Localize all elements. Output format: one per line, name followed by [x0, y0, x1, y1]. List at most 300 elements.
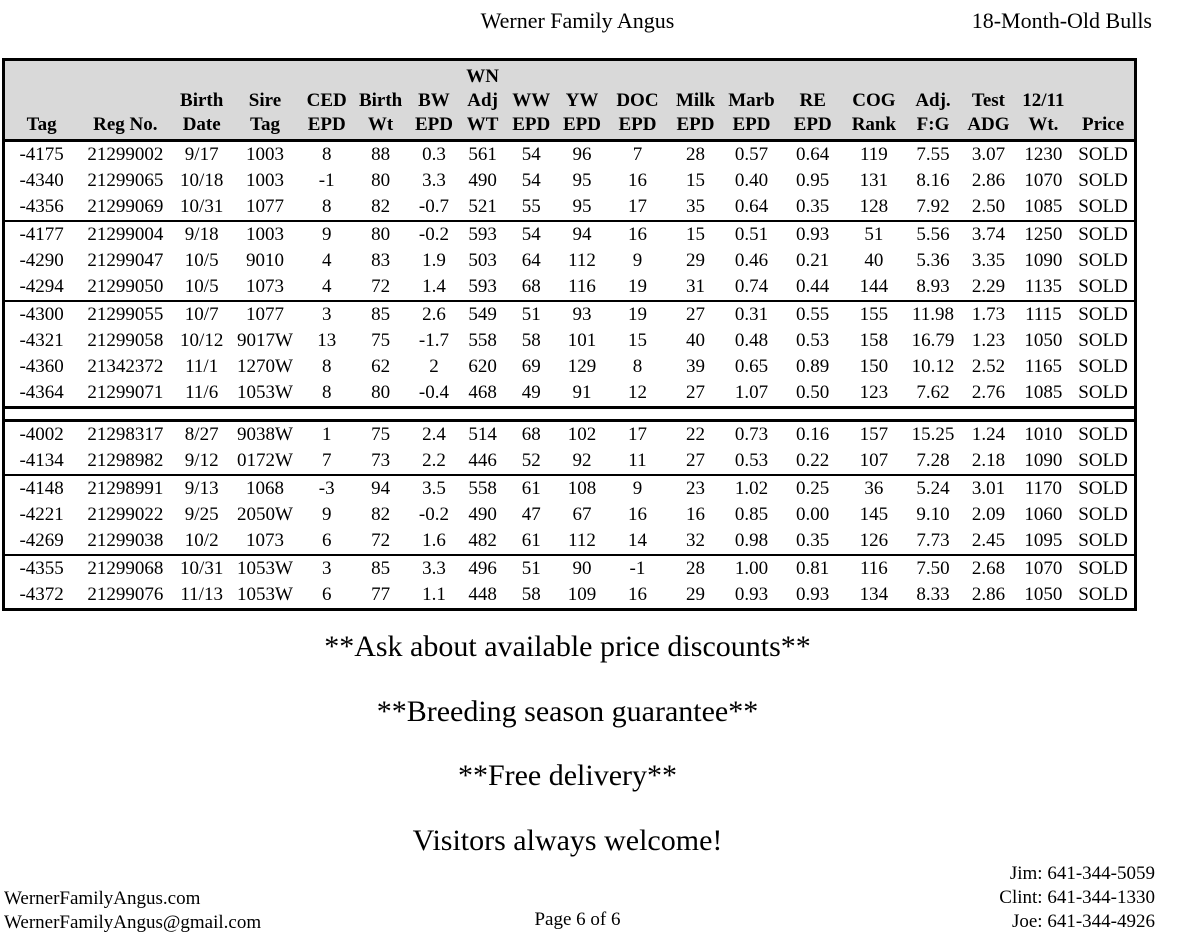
- table-cell: 1.02: [722, 475, 782, 502]
- table-cell: -0.2: [418, 504, 449, 525]
- table-cell: 2: [429, 356, 439, 377]
- note-breeding-guarantee: **Breeding season guarantee**: [376, 694, 759, 728]
- table-cell: 2.68: [962, 555, 1014, 582]
- table-cell: -4321: [19, 330, 64, 351]
- table-cell: 21299068: [78, 555, 172, 582]
- column-header: [669, 61, 721, 141]
- page-header-subtitle: 18-Month-Old Bulls: [971, 8, 1152, 33]
- column-header-line: Sire: [248, 90, 282, 111]
- table-cell: 67: [572, 504, 592, 525]
- column-header-line: [231, 65, 299, 89]
- table-cell: 1.73: [962, 301, 1014, 328]
- table-cell: -4290: [19, 250, 64, 271]
- table-cell: 2050W: [237, 504, 293, 525]
- contact-clint: Clint: 641-344-1330: [999, 887, 1155, 908]
- table-cell: 2.45: [971, 530, 1006, 551]
- table-row: [5, 448, 1134, 475]
- table-row: [5, 475, 1134, 502]
- column-header-line: [1072, 65, 1134, 89]
- table-cell: 448: [468, 584, 497, 605]
- table-cell: 54: [504, 221, 558, 248]
- table-row: [5, 248, 1134, 274]
- table-cell: -4002: [19, 424, 64, 445]
- table-cell: 0.48: [734, 330, 769, 351]
- table-cell: 8.16: [916, 170, 950, 191]
- table-cell: 3.3: [422, 170, 446, 191]
- table-cell: SOLD: [1078, 330, 1128, 351]
- column-header: [781, 61, 844, 141]
- table-cell: 11.98: [904, 301, 963, 328]
- column-header-line: EPD: [676, 114, 715, 135]
- table-row: [5, 582, 1134, 608]
- table-cell: 1.1: [422, 584, 446, 605]
- table-cell: 0.21: [796, 250, 830, 271]
- table-cell: 82: [371, 504, 391, 525]
- column-header-line: [5, 65, 78, 89]
- table-cell: 0.3: [422, 144, 446, 165]
- column-header-line: Birth: [358, 90, 403, 111]
- table-cell: 80: [371, 170, 391, 191]
- column-header-line: [962, 65, 1014, 89]
- table-cell: 1095: [1024, 530, 1063, 551]
- table-cell: 1270W: [237, 356, 293, 377]
- table-cell: 88: [371, 144, 391, 165]
- table-cell: 96: [572, 144, 592, 165]
- table-cell: 109: [567, 584, 597, 605]
- table-cell: 21299022: [87, 504, 164, 525]
- table-cell: 6: [321, 584, 332, 605]
- table-cell: 102: [567, 424, 597, 445]
- table-cell: 92: [572, 450, 592, 471]
- table-cell: 1170: [1015, 475, 1073, 502]
- table-cell: 0.53: [734, 450, 769, 471]
- column-header-line: [354, 65, 406, 89]
- table-cell: 0.53: [796, 330, 830, 351]
- column-header-line: YW: [565, 90, 599, 111]
- table-cell: 0.64: [796, 144, 830, 165]
- column-header-line: [722, 65, 782, 89]
- table-cell: -4300: [5, 301, 78, 328]
- column-header-line: EPD: [793, 114, 832, 135]
- table-cell: 134: [859, 584, 889, 605]
- table-cell: 0.35: [796, 196, 830, 217]
- column-header-line: Tag: [250, 114, 280, 135]
- table-cell: 77: [371, 584, 391, 605]
- column-header-line: F:G: [916, 114, 950, 135]
- table-cell: SOLD: [1078, 276, 1128, 297]
- table-cell: 521: [468, 196, 497, 217]
- table-cell: 11/1: [185, 356, 219, 377]
- note-free-delivery: **Free delivery**: [457, 759, 678, 792]
- table-cell: 73: [371, 450, 391, 471]
- table-cell: 21299055: [78, 301, 172, 328]
- table-header: [5, 61, 1134, 141]
- table-cell: 49: [521, 382, 541, 403]
- table-cell: 0.81: [781, 555, 844, 582]
- table-cell: 10/2: [184, 530, 219, 551]
- table-cell: 3.5: [407, 475, 461, 502]
- table-cell: 496: [461, 555, 504, 582]
- table-cell: 11/6: [185, 382, 219, 403]
- contact-list: [999, 862, 1155, 934]
- table-cell: 2.6: [407, 301, 461, 328]
- column-header: [904, 61, 963, 141]
- table-cell: 68: [521, 276, 541, 297]
- table-cell: -4294: [19, 276, 64, 297]
- column-header-line: Birth: [180, 90, 224, 111]
- table-cell: 10/18: [180, 170, 224, 191]
- table-cell: 112: [568, 250, 596, 271]
- column-header-line: EPD: [307, 114, 346, 135]
- table-cell: 54: [521, 170, 541, 191]
- table-cell: 17: [627, 424, 647, 445]
- table-cell: 94: [558, 221, 605, 248]
- table-cell: 9/18: [172, 221, 231, 248]
- table-cell: 51: [504, 301, 558, 328]
- table-cell: 0.50: [796, 382, 830, 403]
- table-cell: 9/17: [184, 144, 219, 165]
- table-cell: 10/12: [180, 330, 224, 351]
- table-cell: 1165: [1024, 356, 1063, 377]
- table-cell: 126: [859, 530, 889, 551]
- column-header-line: [172, 65, 231, 89]
- table-cell: 1003: [231, 221, 299, 248]
- table-cell: 0.57: [734, 144, 769, 165]
- table-cell: 21299004: [78, 221, 172, 248]
- table-cell: 1085: [1024, 382, 1063, 403]
- table-cell: 16: [686, 504, 705, 525]
- page-number: Page 6 of 6: [534, 909, 621, 930]
- table-cell: 1.6: [422, 530, 446, 551]
- table-cell: 144: [859, 276, 889, 297]
- table-cell: 11: [628, 450, 647, 471]
- table-cell: 8: [321, 196, 332, 217]
- table-cell: 116: [844, 555, 904, 582]
- table-cell: 9017W: [237, 330, 293, 351]
- table-cell: 61: [521, 530, 541, 551]
- table-cell: 15: [686, 170, 705, 191]
- table-cell: 620: [468, 356, 497, 377]
- table-cell: -4175: [19, 144, 64, 165]
- column-header-line: DOC: [616, 90, 659, 111]
- table-cell: 29: [686, 250, 705, 271]
- column-header-line: [781, 65, 844, 89]
- table-cell: 21299076: [87, 584, 164, 605]
- column-header-line: [78, 65, 172, 89]
- column-header-line: EPD: [618, 114, 657, 135]
- table-cell: 40: [686, 330, 705, 351]
- table-cell: 15: [669, 221, 721, 248]
- table-cell: 155: [844, 301, 904, 328]
- bulls-table: [5, 61, 1134, 608]
- table-row: [5, 141, 1134, 169]
- table-cell: 0.51: [722, 221, 782, 248]
- table-cell: 2.4: [422, 424, 446, 445]
- column-header-line: [504, 65, 558, 89]
- column-header: [1015, 61, 1073, 141]
- table-cell: SOLD: [1078, 450, 1128, 471]
- table-cell: 128: [859, 196, 889, 217]
- table-cell: 31: [686, 276, 705, 297]
- table-cell: 1060: [1024, 504, 1063, 525]
- table-cell: -4177: [5, 221, 78, 248]
- table-cell: 13: [317, 330, 337, 351]
- table-cell: 116: [568, 276, 596, 297]
- email-link[interactable]: WernerFamilyAngus@gmail.com: [4, 912, 262, 933]
- table-cell: 68: [521, 424, 541, 445]
- bulls-table-container: [2, 58, 1137, 611]
- table-cell: 3.74: [962, 221, 1014, 248]
- table-cell: 83: [371, 250, 391, 271]
- website-link[interactable]: WernerFamilyAngus.com: [4, 888, 201, 909]
- column-header: [461, 61, 504, 141]
- table-cell: SOLD: [1078, 584, 1128, 605]
- column-header-line: COG: [852, 90, 896, 111]
- table-cell: -4364: [19, 382, 64, 403]
- table-cell: 9/12: [184, 450, 219, 471]
- table-cell: 85: [354, 555, 406, 582]
- table-row: [5, 421, 1134, 449]
- table-cell: 7.28: [916, 450, 950, 471]
- table-cell: 1068: [231, 475, 299, 502]
- column-header-line: Date: [182, 114, 221, 135]
- table-cell: 8: [632, 356, 643, 377]
- table-cell: 1070: [1015, 555, 1073, 582]
- table-cell: -4355: [5, 555, 78, 582]
- table-cell: 7: [632, 144, 643, 165]
- column-header: [78, 61, 172, 141]
- table-cell: 145: [859, 504, 889, 525]
- table-cell: 17: [627, 196, 647, 217]
- column-header: [606, 61, 670, 141]
- table-cell: 108: [558, 475, 605, 502]
- table-cell: 16: [606, 221, 670, 248]
- table-cell: 29: [686, 584, 705, 605]
- table-cell: SOLD: [1072, 475, 1134, 502]
- table-cell: 2.50: [971, 196, 1006, 217]
- table-cell: 1: [321, 424, 332, 445]
- column-header: [1072, 61, 1134, 141]
- table-cell: 21299038: [87, 530, 164, 551]
- column-header-line: Milk: [675, 90, 716, 111]
- table-cell: 0.93: [734, 584, 769, 605]
- table-cell: 80: [371, 382, 391, 403]
- contact-joe: Joe: 641-344-4926: [1011, 911, 1155, 932]
- table-cell: 64: [521, 250, 541, 271]
- table-cell: -1.7: [418, 330, 449, 351]
- column-header-line: [558, 65, 605, 89]
- table-cell: -4356: [19, 196, 64, 217]
- table-cell: 150: [859, 356, 889, 377]
- table-cell: 21299069: [87, 196, 164, 217]
- table-cell: -4134: [19, 450, 64, 471]
- table-cell: 3: [299, 301, 354, 328]
- table-cell: 0.31: [722, 301, 782, 328]
- table-cell: 72: [371, 276, 391, 297]
- table-cell: 158: [859, 330, 889, 351]
- table-cell: 2.29: [971, 276, 1006, 297]
- header-row: [5, 61, 1134, 141]
- table-cell: 9: [299, 221, 354, 248]
- table-cell: 2.86: [971, 584, 1006, 605]
- table-cell: SOLD: [1072, 221, 1134, 248]
- column-header: [504, 61, 558, 141]
- table-cell: 0.74: [734, 276, 769, 297]
- column-header-line: Reg No.: [93, 114, 158, 135]
- column-header-line: [78, 89, 172, 113]
- table-cell: -4269: [19, 530, 64, 551]
- table-cell: 4: [321, 276, 332, 297]
- table-cell: 7.73: [916, 530, 950, 551]
- table-cell: 72: [371, 530, 391, 551]
- table-cell: SOLD: [1078, 356, 1128, 377]
- table-cell: 1250: [1015, 221, 1073, 248]
- table-row: [5, 555, 1134, 582]
- table-cell: 8/27: [184, 424, 219, 445]
- table-cell: 0.16: [796, 424, 830, 445]
- table-cell: 0.93: [796, 584, 830, 605]
- column-header: [844, 61, 904, 141]
- table-cell: 1077: [245, 196, 284, 217]
- section-divider: [5, 408, 1134, 421]
- table-row: [5, 168, 1134, 194]
- column-header-line: EPD: [512, 114, 551, 135]
- table-cell: 9: [321, 504, 332, 525]
- table-cell: 22: [686, 424, 705, 445]
- table-cell: -3: [299, 475, 354, 502]
- column-header: [172, 61, 231, 141]
- table-cell: 5.56: [904, 221, 963, 248]
- column-header-line: Price: [1081, 114, 1125, 135]
- table-cell: 69: [521, 356, 541, 377]
- table-cell: 7: [321, 450, 332, 471]
- column-header-line: [1072, 89, 1134, 113]
- table-cell: 2.2: [422, 450, 446, 471]
- table-cell: 16: [627, 170, 647, 191]
- table-body: [5, 141, 1134, 609]
- table-cell: 468: [468, 382, 497, 403]
- table-cell: 123: [859, 382, 889, 403]
- table-cell: 549: [461, 301, 504, 328]
- table-cell: 1.24: [971, 424, 1006, 445]
- notes-block: [0, 622, 1135, 880]
- table-cell: 54: [521, 144, 541, 165]
- column-header-line: Wt.: [1028, 114, 1059, 135]
- table-cell: 131: [859, 170, 889, 191]
- table-cell: 1.4: [422, 276, 446, 297]
- table-cell: SOLD: [1078, 144, 1128, 165]
- column-header: [5, 61, 78, 141]
- table-cell: 2.09: [971, 504, 1006, 525]
- table-cell: 0.89: [796, 356, 830, 377]
- table-cell: 27: [686, 450, 705, 471]
- table-cell: 7.62: [916, 382, 950, 403]
- column-header: [558, 61, 605, 141]
- table-cell: 7.92: [916, 196, 950, 217]
- table-cell: 21299050: [87, 276, 164, 297]
- column-header-line: ADG: [967, 114, 1010, 135]
- table-cell: 90: [558, 555, 605, 582]
- table-cell: SOLD: [1072, 301, 1134, 328]
- table-cell: 62: [371, 356, 391, 377]
- column-header-line: Rank: [851, 114, 897, 135]
- table-cell: 16.79: [911, 330, 955, 351]
- table-cell: -0.4: [418, 382, 449, 403]
- column-header-line: RE: [799, 90, 826, 111]
- table-cell: 157: [859, 424, 889, 445]
- table-cell: 1135: [1024, 276, 1063, 297]
- table-cell: 0.73: [734, 424, 769, 445]
- table-cell: 80: [354, 221, 406, 248]
- table-cell: 28: [686, 144, 705, 165]
- table-row: [5, 528, 1134, 555]
- table-cell: 8: [321, 144, 332, 165]
- table-cell: 490: [468, 170, 497, 191]
- column-header: [354, 61, 406, 141]
- table-cell: 1.07: [734, 382, 769, 403]
- page-header-title: Werner Family Angus: [480, 8, 675, 33]
- table-row: [5, 354, 1134, 380]
- table-cell: 1070: [1024, 170, 1063, 191]
- table-cell: SOLD: [1072, 555, 1134, 582]
- column-header-line: [904, 65, 963, 89]
- table-cell: -4221: [19, 504, 64, 525]
- table-cell: 39: [686, 356, 705, 377]
- table-cell: 2.76: [971, 382, 1006, 403]
- table-cell: 558: [468, 330, 497, 351]
- table-cell: 9010: [245, 250, 284, 271]
- column-header-line: [844, 65, 904, 89]
- column-header-line: Wt: [367, 114, 394, 135]
- table-cell: 21299065: [87, 170, 164, 191]
- table-cell: 40: [864, 250, 884, 271]
- table-cell: 36: [844, 475, 904, 502]
- table-row: [5, 221, 1134, 248]
- table-cell: 27: [669, 301, 721, 328]
- table-cell: 514: [468, 424, 497, 445]
- table-cell: 3.3: [407, 555, 461, 582]
- table-row: [5, 301, 1134, 328]
- table-cell: 7.55: [916, 144, 950, 165]
- table-cell: 55: [521, 196, 541, 217]
- column-header-line: EPD: [562, 114, 601, 135]
- table-cell: 593: [468, 276, 497, 297]
- table-cell: 1073: [245, 530, 284, 551]
- table-cell: 1073: [245, 276, 284, 297]
- table-cell: 3: [299, 555, 354, 582]
- table-cell: 0.93: [781, 221, 844, 248]
- table-cell: SOLD: [1078, 424, 1128, 445]
- column-header-line: CED: [306, 90, 347, 111]
- table-cell: 21299047: [87, 250, 164, 271]
- column-header-line: Test: [971, 90, 1005, 111]
- table-cell: 0.22: [796, 450, 830, 471]
- table-cell: 1085: [1024, 196, 1063, 217]
- table-cell: 75: [371, 330, 391, 351]
- table-cell: 482: [468, 530, 497, 551]
- table-cell: 1050: [1024, 584, 1063, 605]
- table-cell: 19: [627, 276, 647, 297]
- table-cell: 0.35: [796, 530, 830, 551]
- table-cell: 12: [627, 382, 647, 403]
- table-cell: 9: [632, 250, 643, 271]
- table-row: [5, 274, 1134, 301]
- column-header: [722, 61, 782, 141]
- table-cell: 95: [572, 170, 592, 191]
- column-header: [962, 61, 1014, 141]
- table-cell: 58: [521, 330, 541, 351]
- column-header-line: WN: [466, 66, 499, 87]
